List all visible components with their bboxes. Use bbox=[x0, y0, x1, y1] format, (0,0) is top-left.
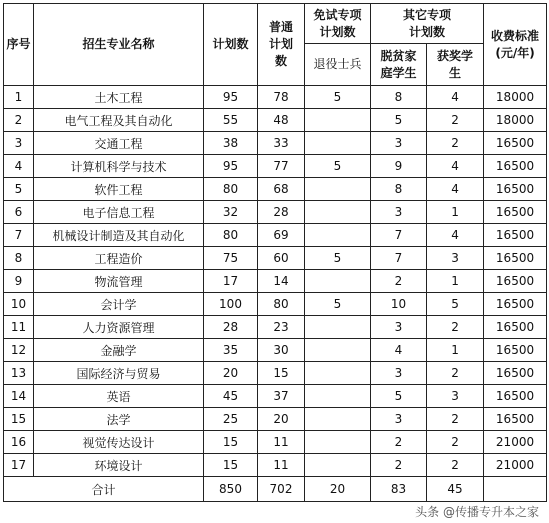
cell-award: 3 bbox=[427, 385, 484, 408]
cell-normal: 78 bbox=[258, 86, 305, 109]
cell-veteran bbox=[305, 178, 371, 201]
cell-veteran bbox=[305, 316, 371, 339]
header-seq: 序号 bbox=[4, 4, 34, 86]
total-veteran: 20 bbox=[305, 477, 371, 502]
table-row bbox=[4, 155, 547, 178]
cell-plan: 45 bbox=[204, 385, 258, 408]
header-veteran: 退役士兵 bbox=[305, 44, 371, 86]
table-row bbox=[4, 293, 547, 316]
cell-seq: 13 bbox=[4, 362, 34, 385]
cell-seq: 14 bbox=[4, 385, 34, 408]
cell-major: 软件工程 bbox=[34, 178, 204, 201]
cell-veteran: 5 bbox=[305, 86, 371, 109]
cell-major: 视觉传达设计 bbox=[34, 431, 204, 454]
cell-veteran bbox=[305, 270, 371, 293]
cell-veteran bbox=[305, 224, 371, 247]
header-fee: 收费标准(元/年) bbox=[484, 4, 547, 86]
cell-major: 物流管理 bbox=[34, 270, 204, 293]
cell-seq: 16 bbox=[4, 431, 34, 454]
cell-major: 国际经济与贸易 bbox=[34, 362, 204, 385]
table-row bbox=[4, 201, 547, 224]
cell-veteran bbox=[305, 385, 371, 408]
cell-normal: 77 bbox=[258, 155, 305, 178]
cell-plan: 32 bbox=[204, 201, 258, 224]
cell-plan: 80 bbox=[204, 178, 258, 201]
cell-normal: 15 bbox=[258, 362, 305, 385]
cell-fee: 18000 bbox=[484, 109, 547, 132]
cell-poor: 3 bbox=[371, 316, 427, 339]
cell-plan: 75 bbox=[204, 247, 258, 270]
header-major: 招生专业名称 bbox=[34, 4, 204, 86]
cell-major: 人力资源管理 bbox=[34, 316, 204, 339]
cell-seq: 17 bbox=[4, 454, 34, 477]
cell-veteran bbox=[305, 362, 371, 385]
cell-poor: 3 bbox=[371, 201, 427, 224]
total-award: 45 bbox=[427, 477, 484, 502]
cell-plan: 25 bbox=[204, 408, 258, 431]
cell-award: 3 bbox=[427, 247, 484, 270]
cell-normal: 30 bbox=[258, 339, 305, 362]
cell-seq: 8 bbox=[4, 247, 34, 270]
cell-fee: 16500 bbox=[484, 224, 547, 247]
cell-normal: 28 bbox=[258, 201, 305, 224]
cell-major: 法学 bbox=[34, 408, 204, 431]
cell-award: 2 bbox=[427, 454, 484, 477]
cell-seq: 10 bbox=[4, 293, 34, 316]
cell-normal: 80 bbox=[258, 293, 305, 316]
cell-poor: 9 bbox=[371, 155, 427, 178]
cell-veteran bbox=[305, 201, 371, 224]
cell-major: 机械设计制造及其自动化 bbox=[34, 224, 204, 247]
cell-plan: 15 bbox=[204, 431, 258, 454]
cell-seq: 5 bbox=[4, 178, 34, 201]
cell-fee: 16500 bbox=[484, 316, 547, 339]
cell-normal: 69 bbox=[258, 224, 305, 247]
cell-fee: 16500 bbox=[484, 385, 547, 408]
cell-poor: 2 bbox=[371, 270, 427, 293]
cell-plan: 100 bbox=[204, 293, 258, 316]
header-poor-family: 脱贫家庭学生 bbox=[371, 44, 427, 86]
cell-major: 交通工程 bbox=[34, 132, 204, 155]
enrollment-plan-table bbox=[3, 3, 547, 502]
total-plan: 850 bbox=[204, 477, 258, 502]
header-plan: 计划数 bbox=[204, 4, 258, 86]
cell-fee: 16500 bbox=[484, 339, 547, 362]
cell-veteran bbox=[305, 408, 371, 431]
total-normal: 702 bbox=[258, 477, 305, 502]
cell-seq: 7 bbox=[4, 224, 34, 247]
cell-fee: 16500 bbox=[484, 201, 547, 224]
cell-major: 金融学 bbox=[34, 339, 204, 362]
cell-major: 工程造价 bbox=[34, 247, 204, 270]
cell-veteran bbox=[305, 431, 371, 454]
cell-fee: 16500 bbox=[484, 132, 547, 155]
cell-poor: 3 bbox=[371, 132, 427, 155]
cell-poor: 7 bbox=[371, 224, 427, 247]
cell-seq: 6 bbox=[4, 201, 34, 224]
table-row bbox=[4, 224, 547, 247]
table-row bbox=[4, 316, 547, 339]
cell-award: 1 bbox=[427, 201, 484, 224]
cell-fee: 16500 bbox=[484, 155, 547, 178]
cell-seq: 9 bbox=[4, 270, 34, 293]
total-label: 合计 bbox=[4, 477, 204, 502]
cell-seq: 2 bbox=[4, 109, 34, 132]
cell-major: 电子信息工程 bbox=[34, 201, 204, 224]
cell-poor: 7 bbox=[371, 247, 427, 270]
cell-plan: 35 bbox=[204, 339, 258, 362]
cell-normal: 23 bbox=[258, 316, 305, 339]
cell-normal: 33 bbox=[258, 132, 305, 155]
cell-award: 1 bbox=[427, 339, 484, 362]
cell-major: 英语 bbox=[34, 385, 204, 408]
cell-veteran: 5 bbox=[305, 293, 371, 316]
cell-plan: 95 bbox=[204, 86, 258, 109]
table-row bbox=[4, 408, 547, 431]
cell-award: 4 bbox=[427, 155, 484, 178]
cell-poor: 3 bbox=[371, 362, 427, 385]
cell-seq: 11 bbox=[4, 316, 34, 339]
cell-seq: 15 bbox=[4, 408, 34, 431]
cell-award: 2 bbox=[427, 132, 484, 155]
cell-poor: 8 bbox=[371, 86, 427, 109]
cell-plan: 55 bbox=[204, 109, 258, 132]
cell-poor: 5 bbox=[371, 385, 427, 408]
cell-award: 2 bbox=[427, 431, 484, 454]
cell-plan: 80 bbox=[204, 224, 258, 247]
cell-award: 4 bbox=[427, 224, 484, 247]
table-row bbox=[4, 454, 547, 477]
table-row bbox=[4, 109, 547, 132]
table-row bbox=[4, 362, 547, 385]
cell-normal: 68 bbox=[258, 178, 305, 201]
cell-award: 2 bbox=[427, 408, 484, 431]
cell-award: 2 bbox=[427, 109, 484, 132]
cell-plan: 17 bbox=[204, 270, 258, 293]
cell-normal: 48 bbox=[258, 109, 305, 132]
cell-seq: 1 bbox=[4, 86, 34, 109]
total-row bbox=[4, 477, 547, 502]
table-row bbox=[4, 270, 547, 293]
table-row bbox=[4, 247, 547, 270]
total-fee bbox=[484, 477, 547, 502]
header-award-student: 获奖学生 bbox=[427, 44, 484, 86]
cell-seq: 4 bbox=[4, 155, 34, 178]
cell-normal: 11 bbox=[258, 431, 305, 454]
cell-fee: 16500 bbox=[484, 293, 547, 316]
cell-plan: 20 bbox=[204, 362, 258, 385]
cell-fee: 16500 bbox=[484, 362, 547, 385]
cell-major: 电气工程及其自动化 bbox=[34, 109, 204, 132]
cell-poor: 2 bbox=[371, 454, 427, 477]
cell-fee: 16500 bbox=[484, 270, 547, 293]
cell-poor: 4 bbox=[371, 339, 427, 362]
cell-plan: 95 bbox=[204, 155, 258, 178]
cell-award: 1 bbox=[427, 270, 484, 293]
watermark: 头条 @传播专升本之家 bbox=[415, 505, 539, 519]
cell-veteran bbox=[305, 454, 371, 477]
cell-poor: 8 bbox=[371, 178, 427, 201]
total-poor: 83 bbox=[371, 477, 427, 502]
cell-normal: 14 bbox=[258, 270, 305, 293]
cell-veteran: 5 bbox=[305, 247, 371, 270]
cell-award: 4 bbox=[427, 178, 484, 201]
cell-normal: 20 bbox=[258, 408, 305, 431]
cell-award: 5 bbox=[427, 293, 484, 316]
cell-poor: 3 bbox=[371, 408, 427, 431]
cell-veteran bbox=[305, 132, 371, 155]
cell-award: 2 bbox=[427, 362, 484, 385]
cell-plan: 15 bbox=[204, 454, 258, 477]
table-row bbox=[4, 385, 547, 408]
cell-award: 4 bbox=[427, 86, 484, 109]
cell-major: 会计学 bbox=[34, 293, 204, 316]
cell-fee: 21000 bbox=[484, 454, 547, 477]
cell-veteran bbox=[305, 109, 371, 132]
cell-major: 环境设计 bbox=[34, 454, 204, 477]
cell-seq: 3 bbox=[4, 132, 34, 155]
table-row bbox=[4, 178, 547, 201]
cell-normal: 37 bbox=[258, 385, 305, 408]
cell-poor: 5 bbox=[371, 109, 427, 132]
header-other-plan: 其它专项计划数 bbox=[371, 4, 484, 44]
cell-veteran bbox=[305, 339, 371, 362]
cell-major: 计算机科学与技术 bbox=[34, 155, 204, 178]
table-row bbox=[4, 86, 547, 109]
cell-major: 土木工程 bbox=[34, 86, 204, 109]
cell-normal: 11 bbox=[258, 454, 305, 477]
cell-fee: 18000 bbox=[484, 86, 547, 109]
cell-fee: 21000 bbox=[484, 431, 547, 454]
cell-fee: 16500 bbox=[484, 408, 547, 431]
table-row bbox=[4, 431, 547, 454]
cell-poor: 10 bbox=[371, 293, 427, 316]
table-row bbox=[4, 339, 547, 362]
cell-award: 2 bbox=[427, 316, 484, 339]
cell-seq: 12 bbox=[4, 339, 34, 362]
cell-fee: 16500 bbox=[484, 247, 547, 270]
cell-veteran: 5 bbox=[305, 155, 371, 178]
header-exempt-plan: 免试专项计划数 bbox=[305, 4, 371, 44]
cell-normal: 60 bbox=[258, 247, 305, 270]
table-row bbox=[4, 132, 547, 155]
cell-plan: 38 bbox=[204, 132, 258, 155]
header-normal-plan: 普通计划数 bbox=[258, 4, 305, 86]
cell-fee: 16500 bbox=[484, 178, 547, 201]
cell-poor: 2 bbox=[371, 431, 427, 454]
cell-plan: 28 bbox=[204, 316, 258, 339]
